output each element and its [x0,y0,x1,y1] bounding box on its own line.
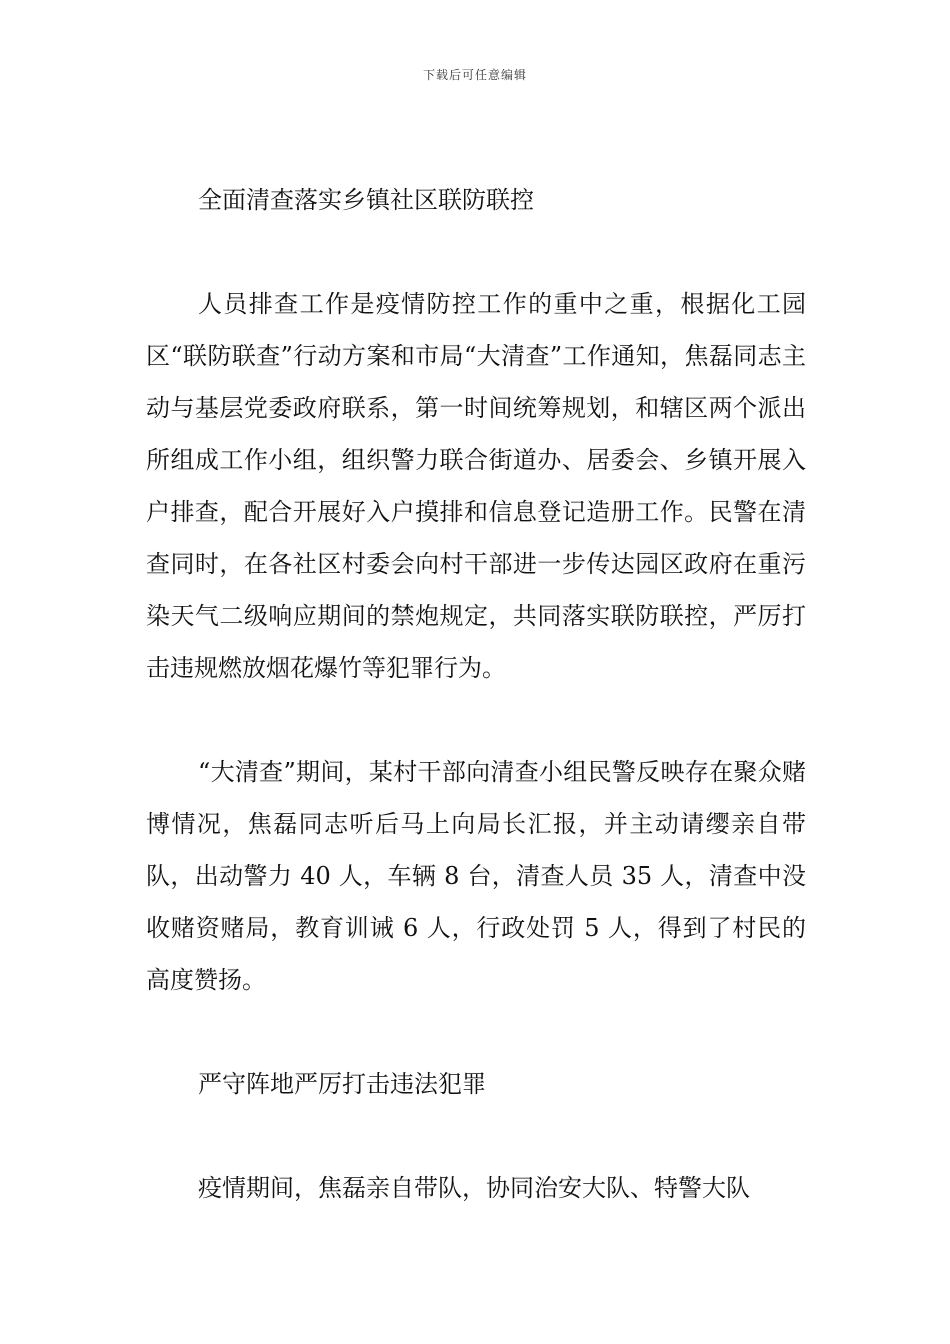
page-header: 下载后可任意编辑 [422,68,527,82]
document-body [146,174,806,1214]
paragraph-3: 疫情期间，焦磊亲自带队，协同治安大队、特警大队 [198,1174,750,1202]
section-heading-1: 全面清查落实乡镇社区联防联控 [198,186,534,214]
paragraph-1: 人员排查工作是疫情防控工作的重中之重，根据化工园区“联防联查”行动方案和市局“大清查”工作通知，焦磊同志主动与基层党委政府联系，第一时间统筹规划，和辖区两个派出所组成工作小组，组织警力联合街道办、居委会、乡镇开展入户排查，配合开展好入户摸排和信息登记造册工作。民警在清查同时，在各社区村委会向村干部进一步传达园区政府在重污染天气二级响应期间的禁炮规定，共同落实联防联控，严厉打击违规燃放烟花爆竹等犯罪行为。 [146,290,806,682]
spacer [146,226,806,278]
spacer [146,1006,806,1058]
paragraph-2: “大清查”期间，某村干部向清查小组民警反映存在聚众赌博情况，焦磊同志听后马上向局长汇报，并主动请缨亲自带队，出动警力 40 人，车辆 8 台，清查人员 35 人，清查中没收赌资赌局，教育训诫 6 人，行政处罚 5 人，得到了村民的高度赞扬。 [146,758,806,994]
spacer [146,694,806,746]
spacer [146,1110,806,1162]
section-heading-2: 严守阵地严厉打击违法犯罪 [198,1070,486,1098]
